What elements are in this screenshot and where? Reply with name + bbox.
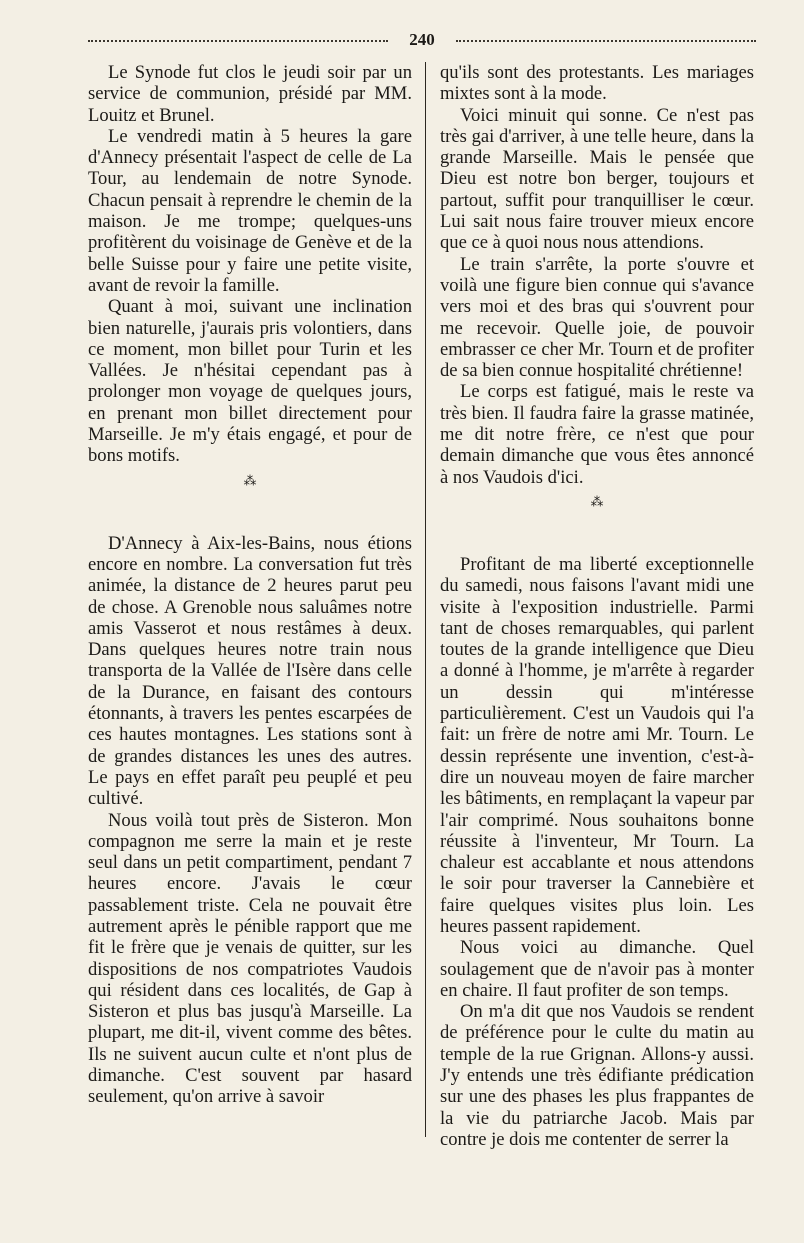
section-divider-asterism [88, 467, 412, 511]
paragraph: Nous voici au dimanche. Quel soulagement que de n'avoir pas à monter en chaire. Il faut profiter de son temps. [440, 937, 754, 1001]
column-divider-rule [425, 62, 426, 1137]
paragraph: D'Annecy à Aix-les-Bains, nous étions encore en nombre. La conversation fut très animée, la distance de 2 heures parut peu de chose. A Grenoble nous saluâmes notre amis Vasserot et nous restâmes à deux. Dans quelques heures notre train nous transporta de la Vallée de l'Isère dans celle de la Durance, en faisant des contours étonnants, à travers les pentes escarpées de ces hautes montagnes. Les stations sont à de grandes distances les unes des autres. Le pays en effet paraît peu peuplé et peu cultivé. [88, 532, 412, 810]
paragraph: On m'a dit que nos Vaudois se rendent de préférence pour le culte du matin au temple de la rue Grignan. Allons-y aussi. J'y entends une très édifiante prédication sur une des phases les plus frappantes de la vie du patriarche Jacob. Mais par contre je dois me contenter de serrer la [440, 1001, 754, 1150]
page-number: 240 [409, 30, 435, 49]
paragraph: Le Synode fut clos le jeudi soir par un service de communion, présidé par MM. Louitz et Brunel. [88, 62, 412, 126]
asterism-glyph: ⁂ [590, 493, 604, 509]
section-divider-asterism [440, 488, 754, 532]
paragraph: Profitant de ma liberté exceptionnelle du samedi, nous faisons l'avant midi une visite à l'exposition industrielle. Parmi tant de choses remarquables, qui parlent toutes de la grande intelligence que Dieu a donné à l'homme, je m'arrête à regarder un dessin qui m'intéresse particulièrement. C'est un Vaudois qui l'a fait: un frère de notre ami Mr. Tourn. Le dessin représente une invention, c'est-à-dire un nouveau moyen de faire marcher les bâtiments, en remplaçant la vapeur par l'air comprimé. Nous souhaitons bonne réussite à l'inventeur, Mr Tourn. La chaleur est accablante et nous attendons le soir pour traverser la Cannebière et faire quelques visites plus loin. Les heures passent rapidement. [440, 553, 754, 937]
header-rule-left [88, 40, 388, 42]
paragraph: Voici minuit qui sonne. Ce n'est pas très gai d'arriver, à une telle heure, dans la grande Marseille. Mais le pensée que Dieu est notre bon berger, toujours et partout, suffit pour tranquilliser le cœur. Lui sait nous faire trouver mieux encore que ce à quoi nous nous attendions. [440, 104, 754, 254]
right-column [440, 62, 754, 1150]
paragraph: Quant à moi, suivant une inclination bien naturelle, j'aurais pris volontiers, dans ce moment, mon billet pour Turin et les Vallées. Je n'hésitai cependant pas à prolonger mon voyage de quelques jours, en prenant mon billet directement pour Marseille. Je m'y étais engagé, et pour de bons motifs. [88, 296, 412, 467]
paragraph: Le corps est fatigué, mais le reste va très bien. Il faudra faire la grasse matinée, me dit notre frère, ce n'est que pour demain dimanche que vous êtes annoncé à nos Vaudois d'ici. [440, 381, 754, 488]
paragraph: Nous voilà tout près de Sisteron. Mon compagnon me serre la main et je reste seul dans un petit compartiment, pendant 7 heures encore. J'avais le cœur passablement triste. Cela ne pouvait être autrement après le pénible rapport que me fit le frère que je venais de quitter, sur les dispositions de nos compatriotes Vaudois qui résident dans ces localités, de Gap à Sisteron et plus bas jusqu'à Marseille. La plupart, me dit-il, vivent comme des bêtes. Ils ne suivent aucun culte et n'ont plus de dimanche. C'est souvent par hasard seulement, qu'on arrive à savoir [88, 809, 412, 1108]
paragraph: Le train s'arrête, la porte s'ouvre et voilà une figure bien connue qui s'avance vers moi et des bras qui s'ouvrent pour me recevoir. Quelle joie, de pouvoir embrasser ce cher Mr. Tourn et de profiter de sa bien connue hospitalité chrétienne! [440, 253, 754, 382]
page-header [88, 30, 756, 50]
header-rule-right [456, 40, 756, 42]
left-column [88, 62, 412, 1108]
asterism-glyph: ⁂ [243, 472, 257, 488]
paragraph: Le vendredi matin à 5 heures la gare d'Annecy présentait l'aspect de celle de La Tour, au lendemain de notre Synode. Chacun pensait à reprendre le chemin de la maison. Je me trompe; quelques-uns profitèrent du voisinage de Genève et de la belle Suisse pour y faire une petite visite, avant de revoir la famille. [88, 125, 412, 296]
paragraph-continuation: qu'ils sont des protestants. Les mariages mixtes sont à la mode. [440, 62, 754, 105]
